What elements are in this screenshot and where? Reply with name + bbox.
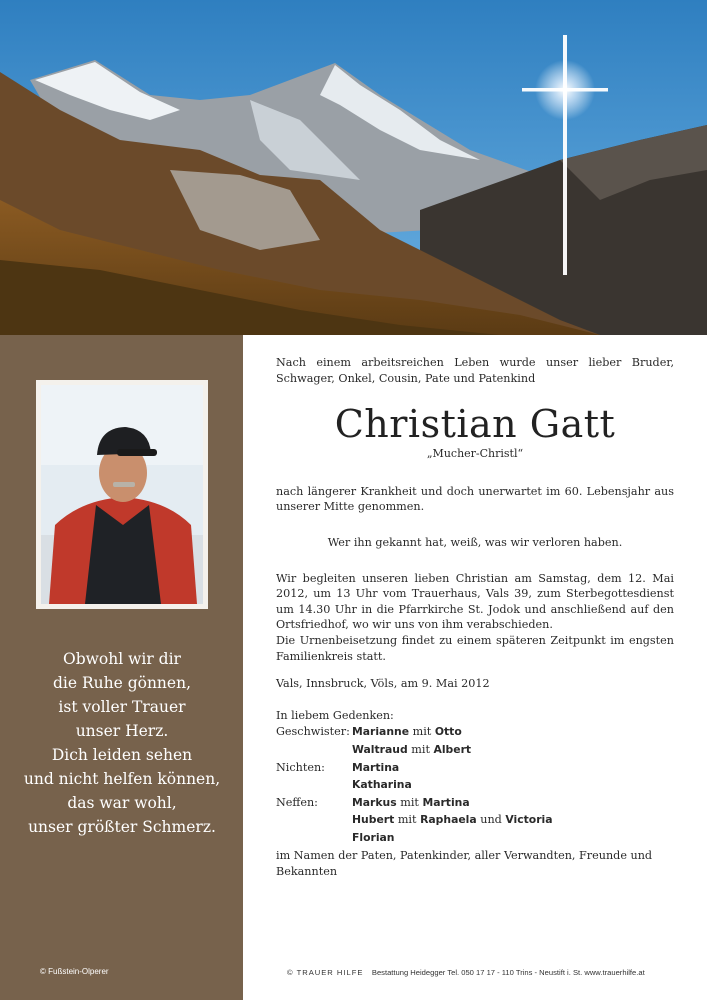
mourner-names [352,794,470,812]
mourner-name: Martina [352,760,400,774]
poem-line: unser größter Schmerz. [28,818,216,836]
mourner-group-label [276,829,352,847]
mourner-name: Raphaela [420,813,477,827]
poem-line: ist voller Trauer [58,698,186,716]
mourner-row [276,776,674,794]
mourner-row [276,794,674,812]
mourner-connector: mit [409,725,435,739]
mourner-names [352,723,462,741]
mourner-group-label [276,811,352,829]
quote: Wer ihn gekannt hat, weiß, was wir verloren haben. [327,535,623,549]
mourner-name: Markus [352,795,397,809]
mourner-name: Victoria [505,813,553,827]
mourner-group-label: Geschwister: [276,725,350,739]
mourner-name: Waltraud [352,742,408,756]
mountain-landscape-with-cross-icon [0,0,707,335]
nickname: „Mucher-Christl“ [426,447,524,461]
mourner-names [352,759,399,777]
obituary-text [276,355,674,880]
mourner-name: Katharina [352,778,412,792]
mourner-connector: mit [394,813,421,827]
intro-text: Nach einem arbeitsreichen Leben wurde unser lieber Bruder, Schwager, Onkel, Cousin, Pate und Patenkind [276,356,674,385]
mourner-group-label [276,776,352,794]
mourner-name: Marianne [352,725,410,739]
urn-text: Die Urnenbeisetzung findet zu einem späteren Zeitpunkt im engsten Familienkreis statt. [276,633,674,663]
mourner-group-label [276,741,352,759]
mourner-names [352,811,553,829]
portrait-person-icon [41,385,203,604]
mourner-row [276,759,674,777]
footer-info: Bestattung Heidegger Tel. 050 17 17 - 110 Trins - Neustift i. St. www.trauerhilfe.at [371,968,645,977]
mourner-connector: und [476,813,506,827]
photo-credit: © Fußstein-Olperer [40,967,109,976]
deceased-name: Christian Gatt [334,402,616,447]
footer-brand: © TRAUER HILFE [287,968,364,977]
memorial-poem [10,647,234,839]
mourner-group-label: Nichten: [276,760,325,774]
mourners-list [276,723,674,846]
mourner-row [276,741,674,759]
funeral-text: Wir begleiten unseren lieben Christian am Samstag, dem 12. Mai 2012, um 13 Uhr vom Trauerhaus, Vals 39, zum Sterbegottesdienst um 14.30 Uhr in die Pfarrkirche St. Jodok und anschließend auf den Ortsfriedhof, wo wir uns von ihm verabschieden. [276,571,674,632]
mourner-names [352,829,395,847]
poem-line: unser Herz. [75,722,169,740]
mourner-name: Otto [434,725,462,739]
place-date: Vals, Innsbruck, Völs, am 9. Mai 2012 [276,677,490,691]
mourner-names [352,776,412,794]
poem-line: und nicht helfen können, [23,770,221,788]
mourner-name: Martina [422,795,470,809]
poem-line: die Ruhe gönnen, [52,674,192,692]
poem-line: Dich leiden sehen [51,746,193,764]
mourner-row [276,811,674,829]
mourner-names [352,741,471,759]
mourner-name: Albert [433,742,472,756]
footer [287,968,645,977]
mourner-connector: mit [407,742,434,756]
portrait-photo [36,380,208,609]
mourner-row [276,829,674,847]
memorial-heading: In liebem Gedenken: [276,708,394,722]
header-landscape-image [0,0,707,335]
death-text: nach längerer Krankheit und doch unerwartet im 60. Lebensjahr aus unserer Mitte genommen. [276,484,674,514]
mourner-row [276,723,674,741]
sidebar [0,335,243,1000]
closing-text: im Namen der Paten, Patenkinder, aller Verwandten, Freunde und Bekannten [276,849,653,879]
mourner-connector: mit [396,795,423,809]
mourner-name: Florian [352,830,395,844]
mourner-group-label: Neffen: [276,795,318,809]
poem-line: Obwohl wir dir [63,650,181,668]
mourner-name: Hubert [352,813,395,827]
poem-line: das war wohl, [67,794,177,812]
